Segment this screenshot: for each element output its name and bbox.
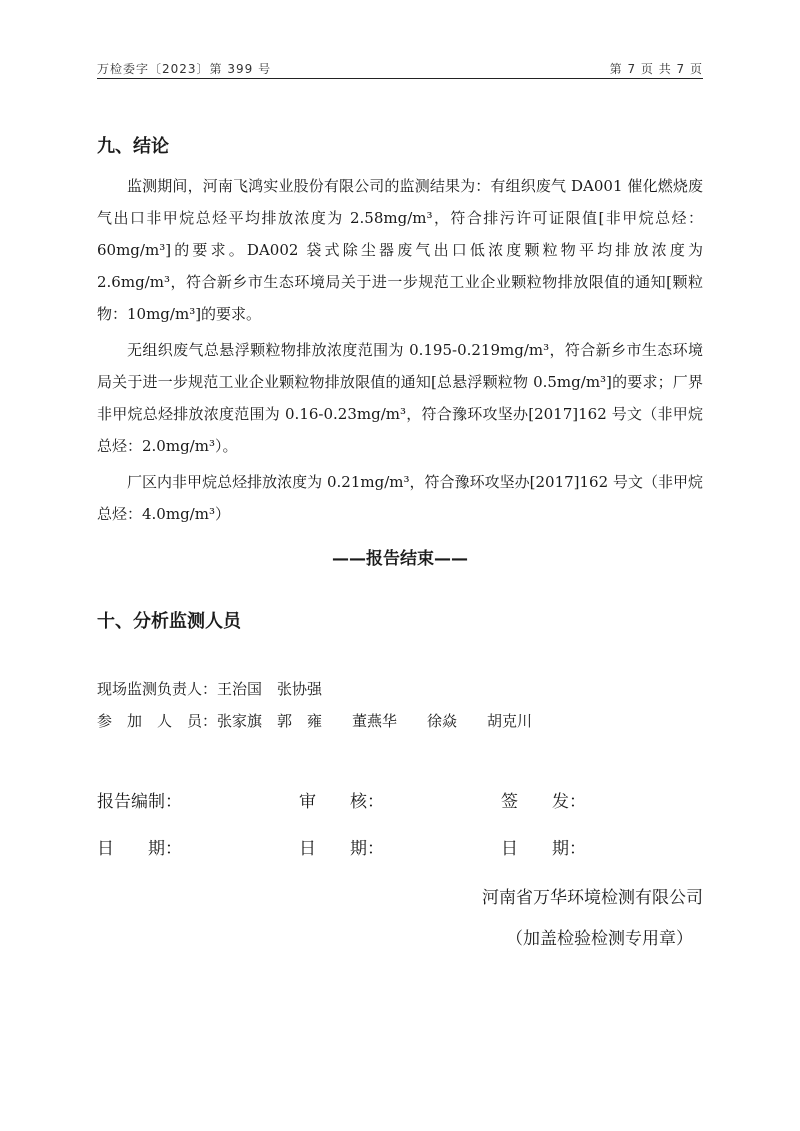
staff-lead-row xyxy=(97,673,703,705)
compile-date-label: 日 期： xyxy=(97,839,182,859)
review-date-label: 日 期： xyxy=(299,839,384,859)
conclusion-paragraph-3: 厂区内非甲烷总烃排放浓度为 0.21mg/m³，符合豫环攻坚办[2017]162 号文（非甲烷总烃：4.0mg/m³） xyxy=(97,473,703,523)
page-header xyxy=(97,58,703,80)
header-divider xyxy=(97,78,703,79)
issue-label: 签 发： xyxy=(501,792,586,812)
conclusion-paragraph-2: 无组织废气总悬浮颗粒物排放浓度范围为 0.195-0.219mg/m³，符合新乡市生态环境局关于进一步规范工业企业颗粒物排放限值的通知[总悬浮颗粒物 0.5mg/m³]的要求；厂界非甲烷总烃排放浓度范围为 0.16-0.23mg/m³，符合豫环攻坚办[2017]162 号文（非甲烷总烃：2.0mg/m³）。 xyxy=(97,341,703,455)
section-10-title: 十、分析监测人员 xyxy=(97,611,241,632)
signature-row xyxy=(97,787,703,812)
report-end-marker: ——报告结束—— xyxy=(332,549,468,569)
lead-label: 现场监测负责人： xyxy=(97,680,218,698)
issue-date-label: 日 期： xyxy=(501,839,586,859)
participants-label: 参 加 人 员： xyxy=(97,712,218,730)
page-number: 第 7 页 共 7 页 xyxy=(609,62,703,76)
date-row xyxy=(97,834,703,859)
section-9-title: 九、结论 xyxy=(97,136,169,157)
conclusion-paragraph-1: 监测期间，河南飞鸿实业股份有限公司的监测结果为：有组织废气 DA001 催化燃烧废气出口非甲烷总烃平均排放浓度为 2.58mg/m³，符合排污许可证限值[非甲烷总烃：60mg/m³]的要求。DA002 袋式除尘器废气出口低浓度颗粒物平均排放浓度为 2.6mg/m³，符合新乡市生态环境局关于进一步规范工业企业颗粒物排放限值的通知[颗粒物：10mg/m³]的要求。 xyxy=(97,177,703,323)
staff-participants-row xyxy=(97,705,703,737)
participants-names: 张家旗 郭 雍 董燕华 徐焱 胡克川 xyxy=(217,712,533,730)
seal-note: （加盖检验检测专用章） xyxy=(506,929,693,949)
report-body xyxy=(97,130,703,949)
company-name: 河南省万华环境检测有限公司 xyxy=(482,888,703,908)
document-number: 万检委字〔2023〕第 399 号 xyxy=(97,62,272,76)
review-label: 审 核： xyxy=(299,792,384,812)
lead-names: 王治国 张协强 xyxy=(217,680,323,698)
compile-label: 报告编制： xyxy=(97,792,182,812)
